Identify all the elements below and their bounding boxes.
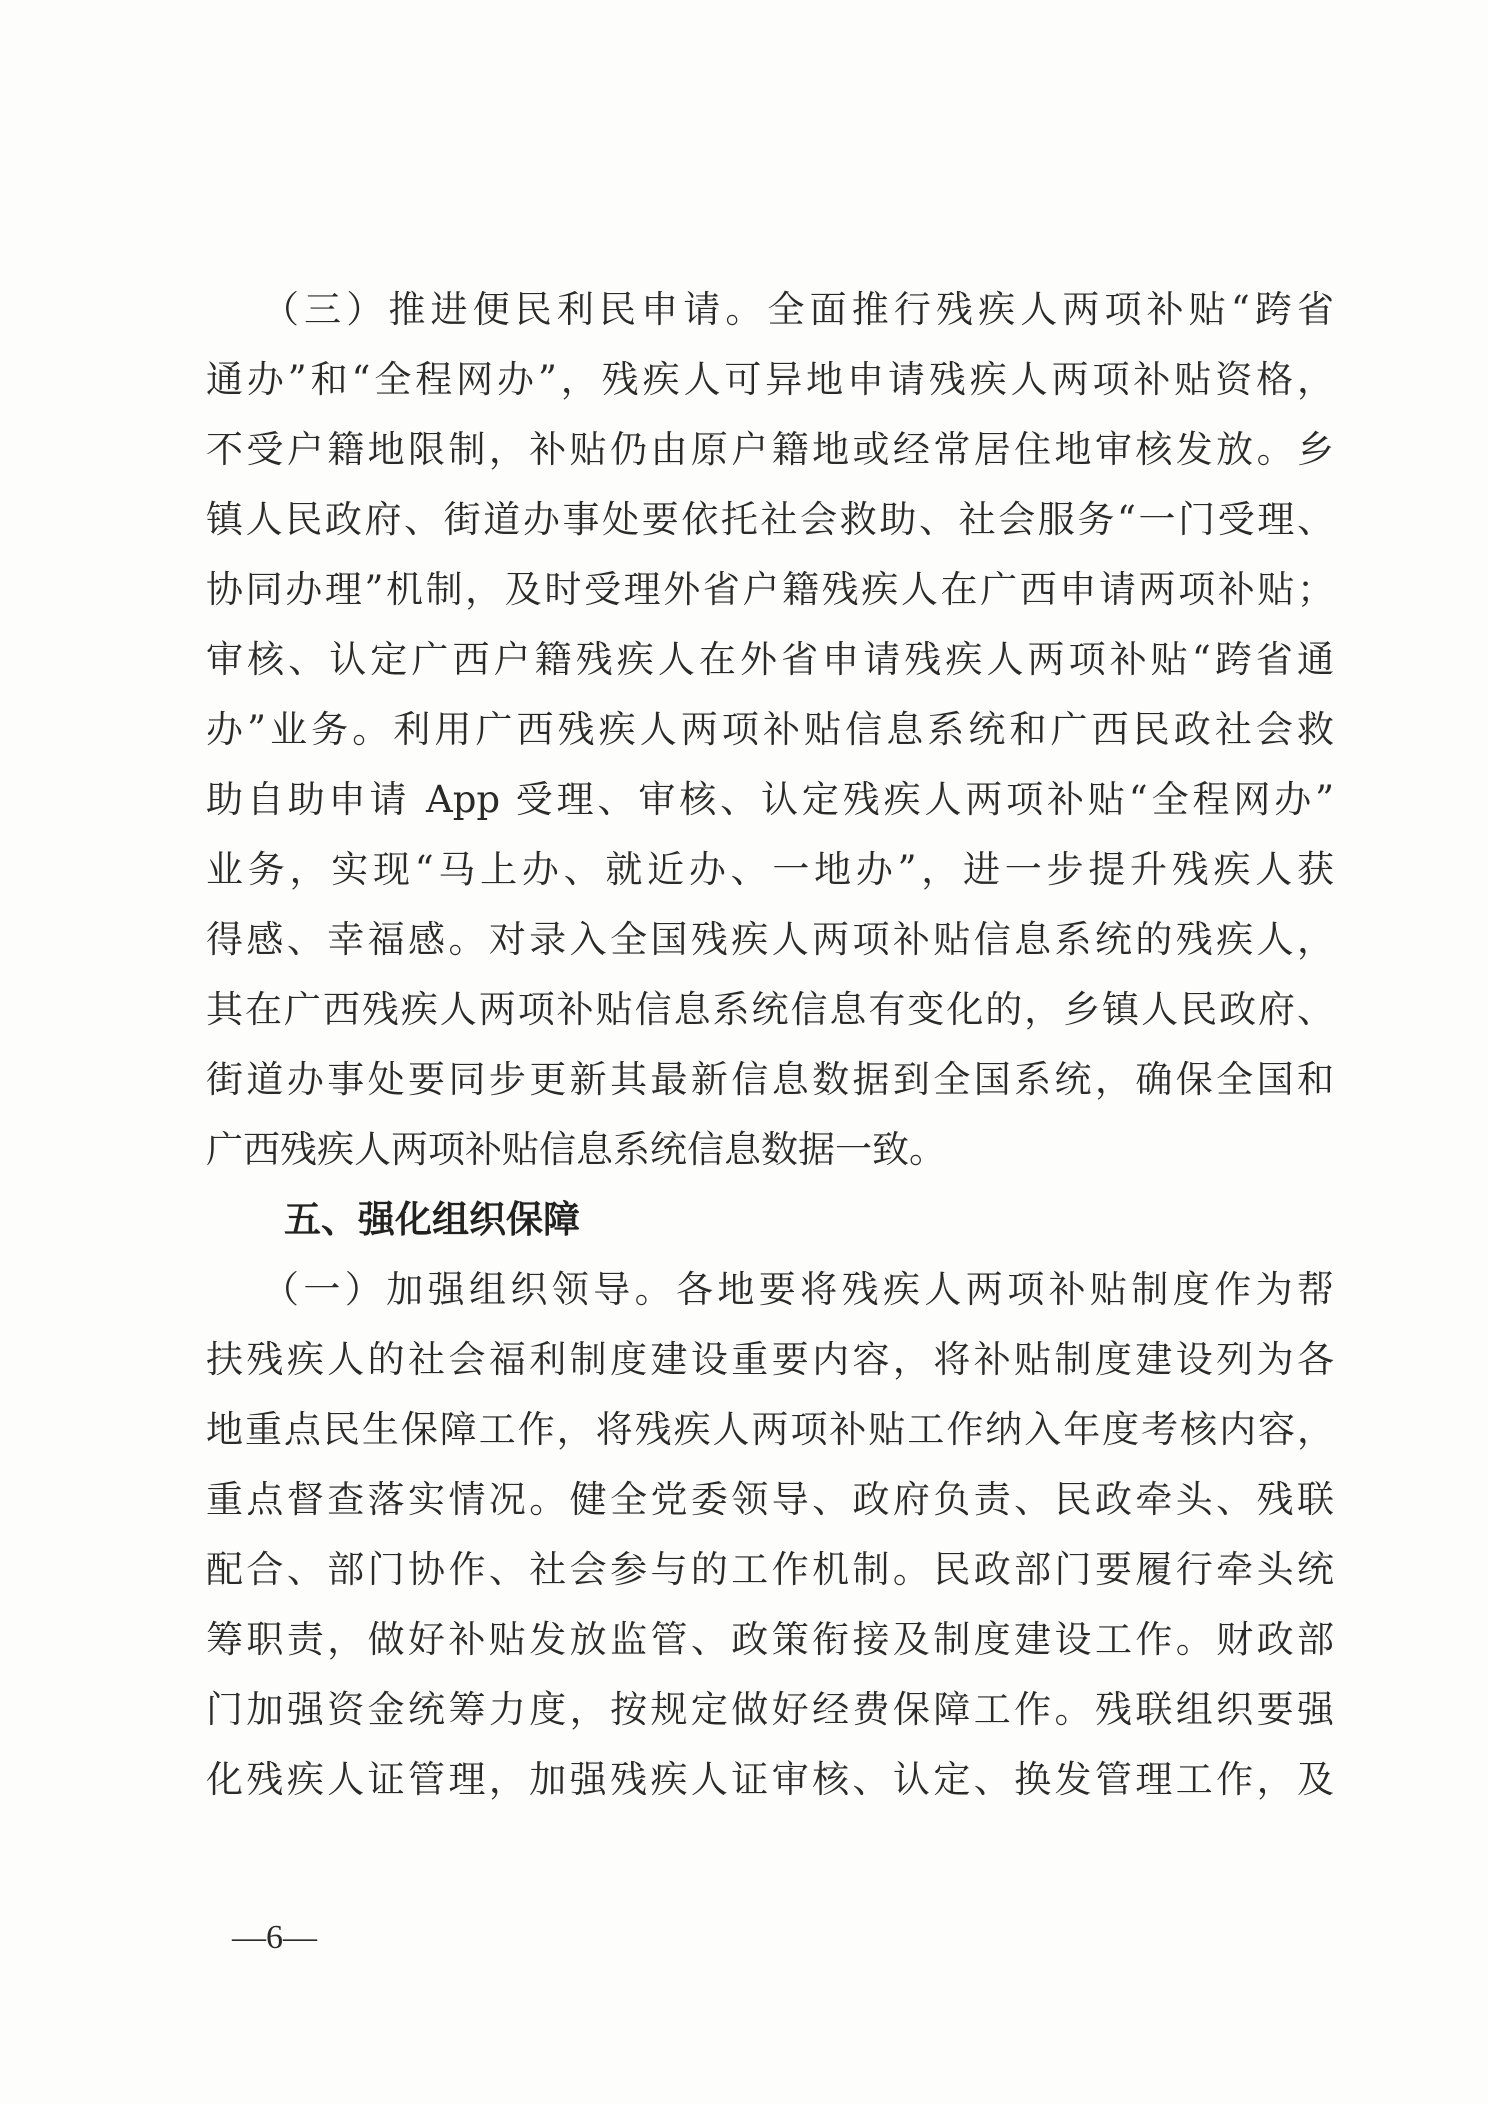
- paragraph-3-line-8: 助自助申请 App 受理、审核、认定残疾人两项补贴“全程网办”: [206, 778, 1334, 821]
- paragraph-1-line-8: 化残疾人证管理，加强残疾人证审核、认定、换发管理工作，及: [206, 1758, 1334, 1801]
- paragraph-3-line-13: 广西残疾人两项补贴信息系统信息数据一致。: [206, 1128, 946, 1171]
- paragraph-3-line-1: （三）推进便民利民申请。全面推行残疾人两项补贴“跨省: [262, 288, 1334, 331]
- paragraph-3-line-11: 其在广西残疾人两项补贴信息系统信息有变化的，乡镇人民政府、: [206, 988, 1334, 1031]
- paragraph-3-line-2: 通办”和“全程网办”，残疾人可异地申请残疾人两项补贴资格，: [206, 358, 1334, 401]
- paragraph-3-line-4: 镇人民政府、街道办事处要依托社会救助、社会服务“一门受理、: [206, 498, 1334, 541]
- paragraph-1-line-1: （一）加强组织领导。各地要将残疾人两项补贴制度作为帮: [262, 1268, 1334, 1311]
- paragraph-1-line-4: 重点督查落实情况。健全党委领导、政府负责、民政牵头、残联: [206, 1478, 1334, 1521]
- page-number: —6—: [232, 1919, 317, 1956]
- paragraph-3-line-6: 审核、认定广西户籍残疾人在外省申请残疾人两项补贴“跨省通: [206, 638, 1334, 681]
- paragraph-1-line-5: 配合、部门协作、社会参与的工作机制。民政部门要履行牵头统: [206, 1548, 1334, 1591]
- paragraph-3-line-3: 不受户籍地限制，补贴仍由原户籍地或经常居住地审核发放。乡: [206, 428, 1334, 471]
- paragraph-1-line-7: 门加强资金统筹力度，按规定做好经费保障工作。残联组织要强: [206, 1688, 1334, 1731]
- paragraph-3-line-5: 协同办理”机制，及时受理外省户籍残疾人在广西申请两项补贴；: [206, 568, 1334, 611]
- paragraph-1-line-3: 地重点民生保障工作，将残疾人两项补贴工作纳入年度考核内容，: [206, 1408, 1334, 1451]
- paragraph-3-line-12: 街道办事处要同步更新其最新信息数据到全国系统，确保全国和: [206, 1058, 1334, 1101]
- paragraph-3-line-10: 得感、幸福感。对录入全国残疾人两项补贴信息系统的残疾人，: [206, 918, 1334, 961]
- paragraph-3-line-7: 办”业务。利用广西残疾人两项补贴信息系统和广西民政社会救: [206, 708, 1334, 751]
- section-heading: 五、强化组织保障: [284, 1198, 580, 1241]
- paragraph-1-line-6: 筹职责，做好补贴发放监管、政策衔接及制度建设工作。财政部: [206, 1618, 1334, 1661]
- paragraph-1-line-2: 扶残疾人的社会福利制度建设重要内容，将补贴制度建设列为各: [206, 1338, 1334, 1381]
- paragraph-3-line-9: 业务，实现“马上办、就近办、一地办”，进一步提升残疾人获: [206, 848, 1334, 891]
